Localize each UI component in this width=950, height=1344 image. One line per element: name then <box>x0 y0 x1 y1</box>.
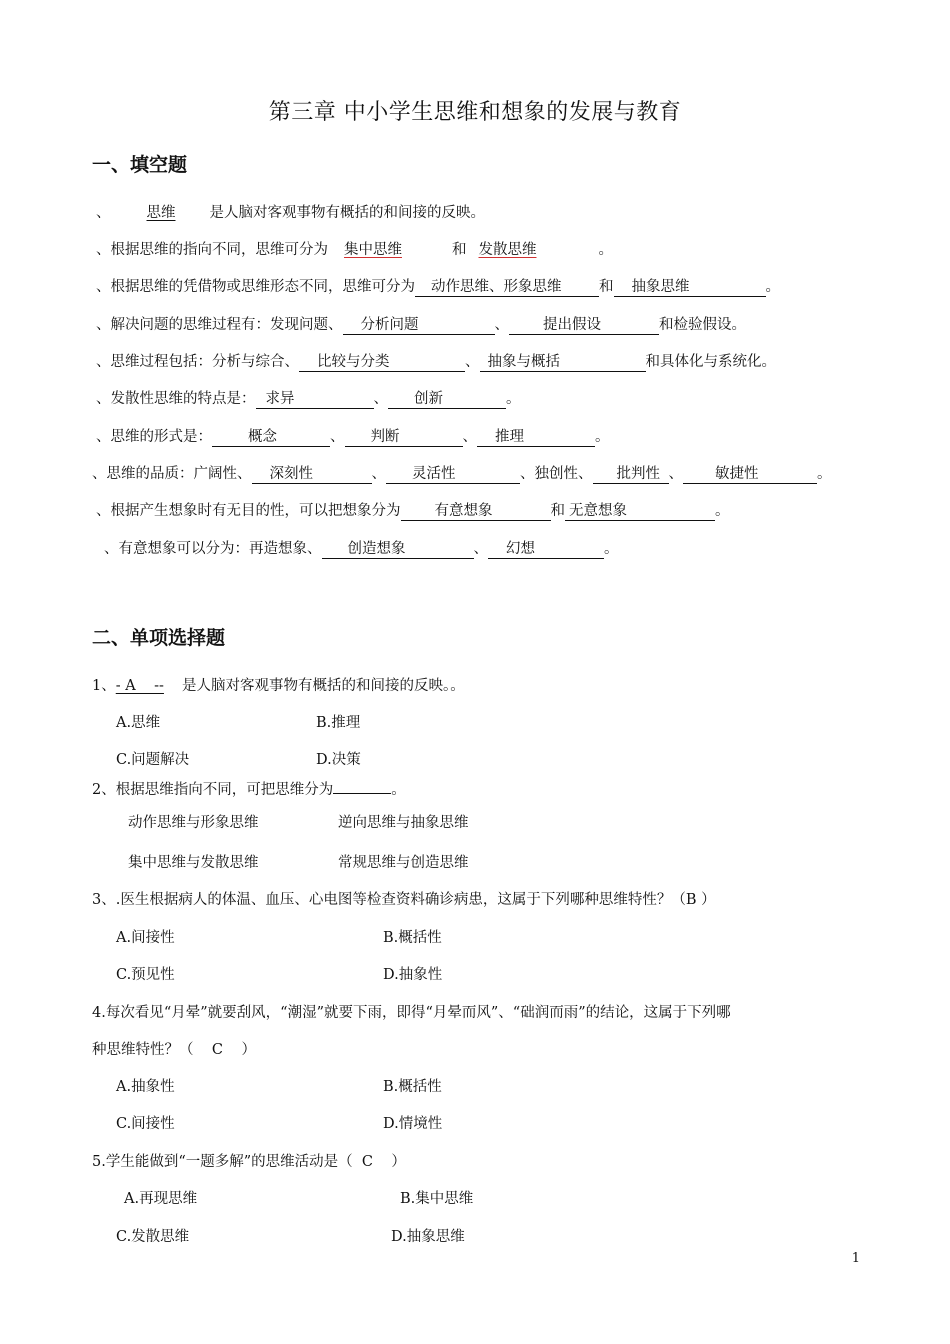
q3-text-2: 和 <box>599 279 614 295</box>
q9-answer-1: 有意想象 <box>401 503 551 521</box>
choice-question-5: 5.学生能做到“一题多解”的思维活动是（ C ） <box>92 1154 406 1170</box>
q6-text-1: 、发散性思维的特点是： <box>96 391 256 407</box>
q7-text-4: 。 <box>595 429 610 445</box>
q8-answer-1: 深刻性 <box>252 466 372 484</box>
q2-text-1: 、根据思维的指向不同，思维可分为 <box>96 242 328 258</box>
q9-answer-2: 无意想象 <box>565 503 715 521</box>
mc2-option-4: 常规思维与创造思维 <box>338 855 469 871</box>
mc2-option-2: 逆向思维与抽象思维 <box>338 815 469 831</box>
q2-answer-1: 集中思维 <box>344 242 402 258</box>
q10-text-2: 、 <box>473 541 488 557</box>
q1-answer-1: 思维 <box>146 205 176 221</box>
q3-text-3: 。 <box>765 279 780 295</box>
q5-answer-2: 抽象与概括 <box>480 354 646 372</box>
q9-text-3: 。 <box>715 503 730 519</box>
q5-text-2: 、 <box>465 354 480 370</box>
q7-text-2: 、 <box>330 429 345 445</box>
q10-answer-1: 创造想象 <box>322 541 474 559</box>
mc5-option-b: B.集中思维 <box>400 1191 474 1207</box>
page-number: 1 <box>851 1251 860 1266</box>
q6-answer-2: 创新 <box>388 391 506 409</box>
fill-question-4 <box>96 313 746 335</box>
mc4-option-b: B.概括性 <box>383 1079 442 1095</box>
q2-text-2: 和 <box>452 242 467 258</box>
q8-answer-2: 灵活性 <box>386 466 520 484</box>
q5-text-1: 、思维过程包括：分析与综合、 <box>96 354 299 370</box>
mc1-answer: - A -- <box>115 678 164 694</box>
q5-answer-1: 比较与分类 <box>299 354 465 372</box>
mc5-option-c: C.发散思维 <box>116 1229 190 1245</box>
choice-question-1 <box>92 674 465 695</box>
mc4-option-d: D.情境性 <box>383 1116 443 1132</box>
q7-text-1: 、思维的形式是： <box>96 429 212 445</box>
mc1-option-d: D.决策 <box>316 752 361 768</box>
q1-text-2: 是人脑对客观事物有概括的和间接的反映。 <box>209 205 485 221</box>
fill-question-1 <box>96 201 485 222</box>
q9-text-2: 和 <box>550 503 565 519</box>
q9-text-1: 、根据产生想象时有无目的性，可以把想象分为 <box>96 503 401 519</box>
mc1-option-c: C.问题解决 <box>116 752 190 768</box>
mc3-option-c: C.预见性 <box>116 967 175 983</box>
mc1-option-a: A.思维 <box>116 715 161 731</box>
fill-question-2 <box>96 238 613 259</box>
choice-question-4-line-2: 种思维特性？（ C ） <box>92 1042 256 1058</box>
mc3-option-d: D.抽象性 <box>383 967 443 983</box>
choice-question-3: 3、.医生根据病人的体温、血压、心电图等检查资料确诊病患，这属于下列哪种思维特性？（B ） <box>92 892 716 908</box>
q8-text-5: 。 <box>817 466 832 482</box>
q4-text-3: 和检验假设。 <box>659 317 746 333</box>
q7-answer-2: 判断 <box>345 429 463 447</box>
q6-text-3: 。 <box>506 391 521 407</box>
mc4-option-a: A.抽象性 <box>116 1079 175 1095</box>
fill-question-6 <box>96 387 521 409</box>
q7-answer-1: 概念 <box>212 429 330 447</box>
q8-text-2: 、 <box>371 466 386 482</box>
q10-text-3: 。 <box>604 541 619 557</box>
q4-answer-1: 分析问题 <box>343 317 495 335</box>
q3-answer-2: 抽象思维 <box>614 279 766 297</box>
q6-text-2: 、 <box>373 391 388 407</box>
q8-answer-4: 敏捷性 <box>683 466 817 484</box>
q4-text-2: 、 <box>494 317 509 333</box>
q6-answer-1: 求异 <box>256 391 374 409</box>
fill-question-5 <box>96 350 776 372</box>
page-title: 第三章 中小学生思维和想象的发展与教育 <box>268 100 682 125</box>
mc1-number: 1、 <box>92 678 116 694</box>
mc5-option-d: D.抽象思维 <box>391 1229 465 1245</box>
fill-question-9 <box>96 499 730 521</box>
fill-question-3 <box>96 275 780 297</box>
mc3-option-b: B.概括性 <box>383 930 442 946</box>
mc4-option-c: C.间接性 <box>116 1116 175 1132</box>
section-heading-single-choice: 二、单项选择题 <box>92 627 226 649</box>
q1-prefix: 、 <box>96 205 111 221</box>
q8-answer-3: 批判性 <box>593 466 669 484</box>
mc2-stem-end: 。 <box>391 782 406 798</box>
mc3-option-a: A.间接性 <box>116 930 175 946</box>
q3-answer-1: 动作思维、形象思维 <box>415 279 599 297</box>
q8-text-1: 、思维的品质：广阔性、 <box>92 466 252 482</box>
fill-question-8 <box>92 462 832 484</box>
mc5-option-a: A.再现思维 <box>124 1191 198 1207</box>
q3-text-1: 、根据思维的凭借物或思维形态不同，思维可分为 <box>96 279 415 295</box>
fill-question-10 <box>104 537 619 559</box>
q2-text-3: 。 <box>598 242 613 258</box>
mc2-stem: 2、根据思维指向不同，可把思维分为 <box>92 782 334 798</box>
q7-text-3: 、 <box>462 429 477 445</box>
q2-answer-2: 发散思维 <box>478 242 537 258</box>
mc1-option-b: B.推理 <box>316 715 361 731</box>
q5-text-3: 和具体化与系统化。 <box>645 354 776 370</box>
mc2-blank <box>333 779 391 794</box>
q4-answer-2: 提出假设 <box>509 317 659 335</box>
section-heading-fill-blank: 一、填空题 <box>92 154 188 176</box>
mc2-option-3: 集中思维与发散思维 <box>128 855 259 871</box>
q10-answer-2: 幻想 <box>488 541 604 559</box>
q7-answer-3: 推理 <box>477 429 595 447</box>
q10-text-1: 、有意想象可以分为：再造想象、 <box>104 541 322 557</box>
q4-text-1: 、解决问题的思维过程有：发现问题、 <box>96 317 343 333</box>
q8-text-4: 、 <box>668 466 683 482</box>
choice-question-4-line-1: 4.每次看见“月晕”就要刮风，“潮湿”就要下雨，即得“月晕而风”、“础润而雨”的结论，这属于下列哪 <box>92 1005 731 1021</box>
q8-text-3: 、独创性、 <box>520 466 593 482</box>
mc2-option-1: 动作思维与形象思维 <box>128 815 259 831</box>
mc1-stem: 是人脑对客观事物有概括的和间接的反映。。 <box>181 678 465 694</box>
choice-question-2 <box>92 778 406 799</box>
fill-question-7 <box>96 425 610 447</box>
